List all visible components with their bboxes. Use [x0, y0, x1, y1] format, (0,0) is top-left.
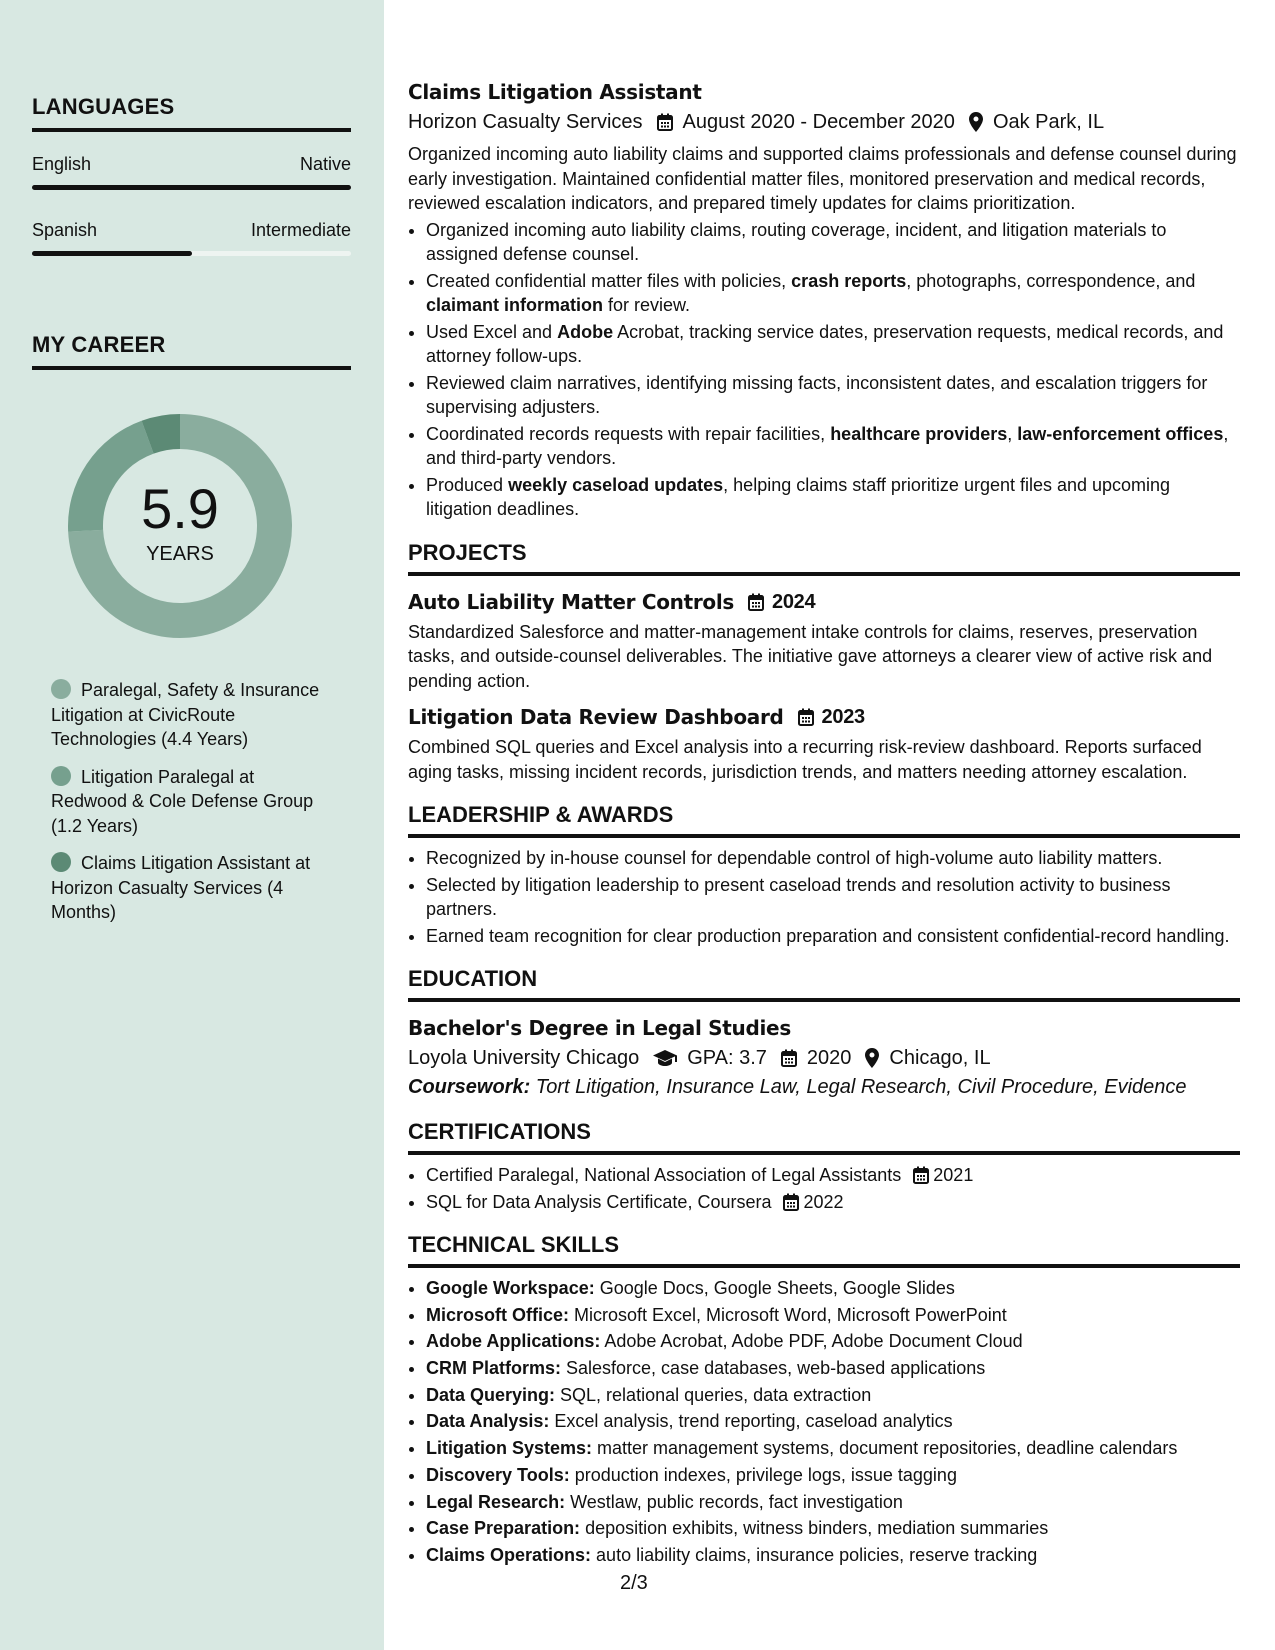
- bullet-text: Created confidential matter files with policies,: [426, 270, 792, 291]
- skill-item: [426, 1436, 1240, 1461]
- skill-values: Google Docs, Google Sheets, Google Slides: [594, 1278, 955, 1298]
- skill-category: Data Analysis:: [426, 1411, 550, 1432]
- main-content: [408, 78, 1240, 1570]
- certifications-heading: CERTIFICATIONS: [408, 1119, 1240, 1155]
- skill-item: [426, 1516, 1240, 1541]
- skill-category: Microsoft Office:: [426, 1304, 570, 1325]
- skill-values: production indexes, privilege logs, issue tagging: [569, 1464, 957, 1485]
- leadership-list: [408, 846, 1240, 948]
- school-name: Loyola University Chicago: [408, 1047, 640, 1069]
- bullet-keyword: law-enforcement offices: [1017, 423, 1224, 444]
- calendar-icon: [781, 1049, 797, 1067]
- coursework: [408, 1076, 1240, 1099]
- job-bullets: [408, 218, 1240, 522]
- career-legend-item: [51, 851, 321, 925]
- leadership-heading: LEADERSHIP & AWARDS: [408, 802, 1240, 838]
- bullet-text: ,: [1007, 423, 1018, 444]
- leadership-item: • Recognized by in-house counsel for dependable control of high-volume auto liability matters.: [426, 846, 1240, 871]
- project-title-row: [408, 588, 1240, 616]
- skill-item: [426, 1356, 1240, 1381]
- project-description: Standardized Salesforce and matter-management intake controls for claims, reserves, preservation tasks, and outside-counsel deliverables. The initiative gave attorneys a clearer view of active risk and pending action.: [408, 621, 1213, 691]
- bullet-keyword: crash reports: [791, 270, 907, 291]
- calendar-icon: [783, 1193, 799, 1211]
- skill-category: Discovery Tools:: [426, 1464, 570, 1485]
- bullet-text: Reviewed claim narratives, identifying missing facts, inconsistent dates, and escalation triggers for supervising adjusters.: [426, 372, 1208, 417]
- career-legend-label: Paralegal, Safety & Insurance Litigation at CivicRoute Technologies (4.4 Years): [51, 680, 320, 749]
- location-pin-icon: [969, 112, 983, 132]
- bullet-text: Organized incoming auto liability claims, routing coverage, incident, and litigation materials to assigned defense counsel.: [426, 219, 1167, 264]
- certification-year: 2021: [933, 1165, 974, 1185]
- job-bullet: [426, 371, 1240, 420]
- bullet-text: Acrobat, tracking service dates, preservation requests, medical records, and attorney follow-ups.: [426, 321, 1224, 366]
- job-bullet: [426, 218, 1240, 267]
- language-item: [32, 154, 351, 175]
- calendar-icon: [913, 1166, 929, 1184]
- skill-values: Microsoft Excel, Microsoft Word, Microsoft PowerPoint: [569, 1304, 1007, 1325]
- calendar-icon: [798, 708, 814, 726]
- skill-item: [426, 1276, 1240, 1301]
- job-location: Oak Park, IL: [992, 111, 1105, 133]
- skill-values: deposition exhibits, witness binders, mediation summaries: [580, 1518, 1049, 1539]
- project-year: 2023: [821, 706, 865, 728]
- certification-item: [426, 1190, 1240, 1215]
- page-number: 2/3: [620, 1572, 648, 1594]
- calendar-icon: [748, 593, 764, 611]
- coursework-label: Coursework:: [408, 1076, 531, 1098]
- skill-values: Adobe Acrobat, Adobe PDF, Adobe Document Cloud: [600, 1331, 1023, 1352]
- bullet-text: , photographs, correspondence, and: [906, 270, 1196, 291]
- bullet-keyword: claimant information: [426, 295, 604, 315]
- job-meta: [408, 108, 1240, 136]
- career-unit: YEARS: [146, 542, 214, 565]
- certifications-list: [408, 1163, 1240, 1214]
- legend-dot-icon: [51, 852, 71, 872]
- skill-values: SQL, relational queries, data extraction: [555, 1384, 872, 1405]
- bullet-keyword: weekly caseload updates: [508, 474, 724, 495]
- legend-dot-icon: [51, 766, 71, 786]
- skill-category: Google Workspace:: [426, 1278, 595, 1298]
- skill-category: Case Preparation:: [426, 1518, 581, 1539]
- career-total-years: 5.9: [141, 476, 219, 540]
- skill-item: [426, 1303, 1240, 1328]
- career-legend-item: [51, 765, 321, 839]
- job-summary: Organized incoming auto liability claims and supported claims professionals and defense counsel during early investigation. Maintained confidential matter files, monitored preservation and medical records, reviewed escalation indicators, and prepared timely updates for claims prioritization.: [408, 144, 1237, 213]
- calendar-icon: [657, 113, 673, 131]
- education-heading: EDUCATION: [408, 966, 1240, 1002]
- school-location: Chicago, IL: [889, 1047, 991, 1069]
- job-title: Claims Litigation Assistant: [408, 80, 702, 104]
- project-title: Litigation Data Review Dashboard: [408, 705, 784, 729]
- skill-values: Salesforce, case databases, web-based applications: [561, 1358, 986, 1379]
- degree-title: Bachelor's Degree in Legal Studies: [408, 1016, 791, 1040]
- job-dates: August 2020 - December 2020: [682, 111, 955, 133]
- leadership-item: • Selected by litigation leadership to present caseload trends and resolution activity to business partners.: [426, 873, 1240, 922]
- skill-item: [426, 1490, 1240, 1515]
- career-donut-chart: [64, 410, 296, 642]
- job-bullet: [426, 422, 1240, 471]
- skills-section: [408, 1276, 1240, 1567]
- leadership-item: • Earned team recognition for clear production preparation and consistent confidential-record handling.: [426, 924, 1240, 949]
- career-legend-label: Claims Litigation Assistant at Horizon Casualty Services (4 Months): [51, 853, 311, 922]
- gpa: GPA: 3.7: [687, 1047, 767, 1069]
- skill-category: Litigation Systems:: [426, 1438, 593, 1459]
- language-bar-fill: [32, 185, 351, 190]
- languages-heading: LANGUAGES: [32, 94, 351, 132]
- location-pin-icon: [865, 1048, 879, 1068]
- skill-values: Excel analysis, trend reporting, caseload analytics: [549, 1411, 953, 1432]
- skill-values: auto liability claims, insurance policies, reserve tracking: [591, 1544, 1038, 1565]
- bullet-text: , helping claims staff prioritize urgent files and upcoming litigation deadlines.: [426, 474, 1171, 519]
- graduation-cap-icon: [653, 1049, 677, 1067]
- skill-category: Legal Research:: [426, 1491, 566, 1512]
- job-bullet: [426, 320, 1240, 369]
- project-title-row: [408, 703, 1240, 731]
- skill-category: Claims Operations:: [426, 1544, 592, 1565]
- bullet-text: Coordinated records requests with repair facilities,: [426, 423, 831, 444]
- sidebar: [0, 0, 384, 1650]
- project-year: 2024: [772, 590, 816, 613]
- language-name: English: [32, 154, 92, 174]
- language-bar-fill: [32, 251, 192, 256]
- bullet-keyword: Adobe: [557, 321, 614, 342]
- certification-name: • SQL for Data Analysis Certificate, Coursera: [426, 1191, 772, 1212]
- skill-item: [426, 1383, 1240, 1408]
- certification-name: • Certified Paralegal, National Association of Legal Assistants: [426, 1165, 902, 1185]
- skill-item: [426, 1329, 1240, 1354]
- skill-item: [426, 1409, 1240, 1434]
- language-level: Native: [299, 154, 351, 174]
- project-description: Combined SQL queries and Excel analysis into a recurring risk-review dashboard. Reports surfaced aging tasks, missing incident records, jurisdiction trends, and matters needing attorney escalation.: [408, 737, 1202, 782]
- education-meta: [408, 1044, 1240, 1072]
- coursework-list: Tort Litigation, Insurance Law, Legal Research, Civil Procedure, Evidence: [530, 1076, 1187, 1098]
- skill-category: Data Querying:: [426, 1384, 556, 1405]
- skill-values: Westlaw, public records, fact investigation: [565, 1491, 903, 1512]
- language-item: [32, 220, 351, 241]
- job-company: Horizon Casualty Services: [408, 111, 643, 133]
- job-bullet: [426, 473, 1240, 522]
- language-name: Spanish: [32, 220, 98, 240]
- bullet-text: for review.: [603, 295, 691, 315]
- career-heading: MY CAREER: [32, 332, 351, 370]
- legend-dot-icon: [51, 679, 71, 699]
- skills-list: [408, 1276, 1240, 1567]
- career-legend-item: [51, 678, 321, 752]
- skill-item: [426, 1463, 1240, 1488]
- projects-heading: PROJECTS: [408, 540, 1240, 576]
- bullet-text: Produced: [426, 474, 509, 495]
- language-level: Intermediate: [250, 220, 351, 240]
- certification-year: 2022: [803, 1191, 844, 1212]
- project-title: Auto Liability Matter Controls: [408, 589, 735, 614]
- skill-category: Adobe Applications:: [426, 1331, 601, 1352]
- skills-heading: TECHNICAL SKILLS: [408, 1232, 1240, 1268]
- sidebar-content: [32, 94, 351, 938]
- bullet-text: , and third-party vendors.: [426, 423, 1229, 468]
- language-bar: [32, 251, 351, 256]
- career-legend: [32, 678, 351, 925]
- bullet-text: Used Excel and: [426, 321, 558, 342]
- skill-item: [426, 1543, 1240, 1568]
- bullet-keyword: healthcare providers: [830, 423, 1008, 444]
- language-bar: [32, 185, 351, 190]
- skill-category: CRM Platforms:: [426, 1358, 562, 1379]
- certification-item: [426, 1163, 1240, 1188]
- graduation-year: 2020: [806, 1047, 852, 1069]
- job-bullet: [426, 269, 1240, 318]
- career-donut-center: [64, 410, 296, 642]
- skill-values: matter management systems, document repositories, deadline calendars: [592, 1438, 1178, 1459]
- career-legend-label: Litigation Paralegal at Redwood & Cole Defense Group (1.2 Years): [51, 766, 314, 836]
